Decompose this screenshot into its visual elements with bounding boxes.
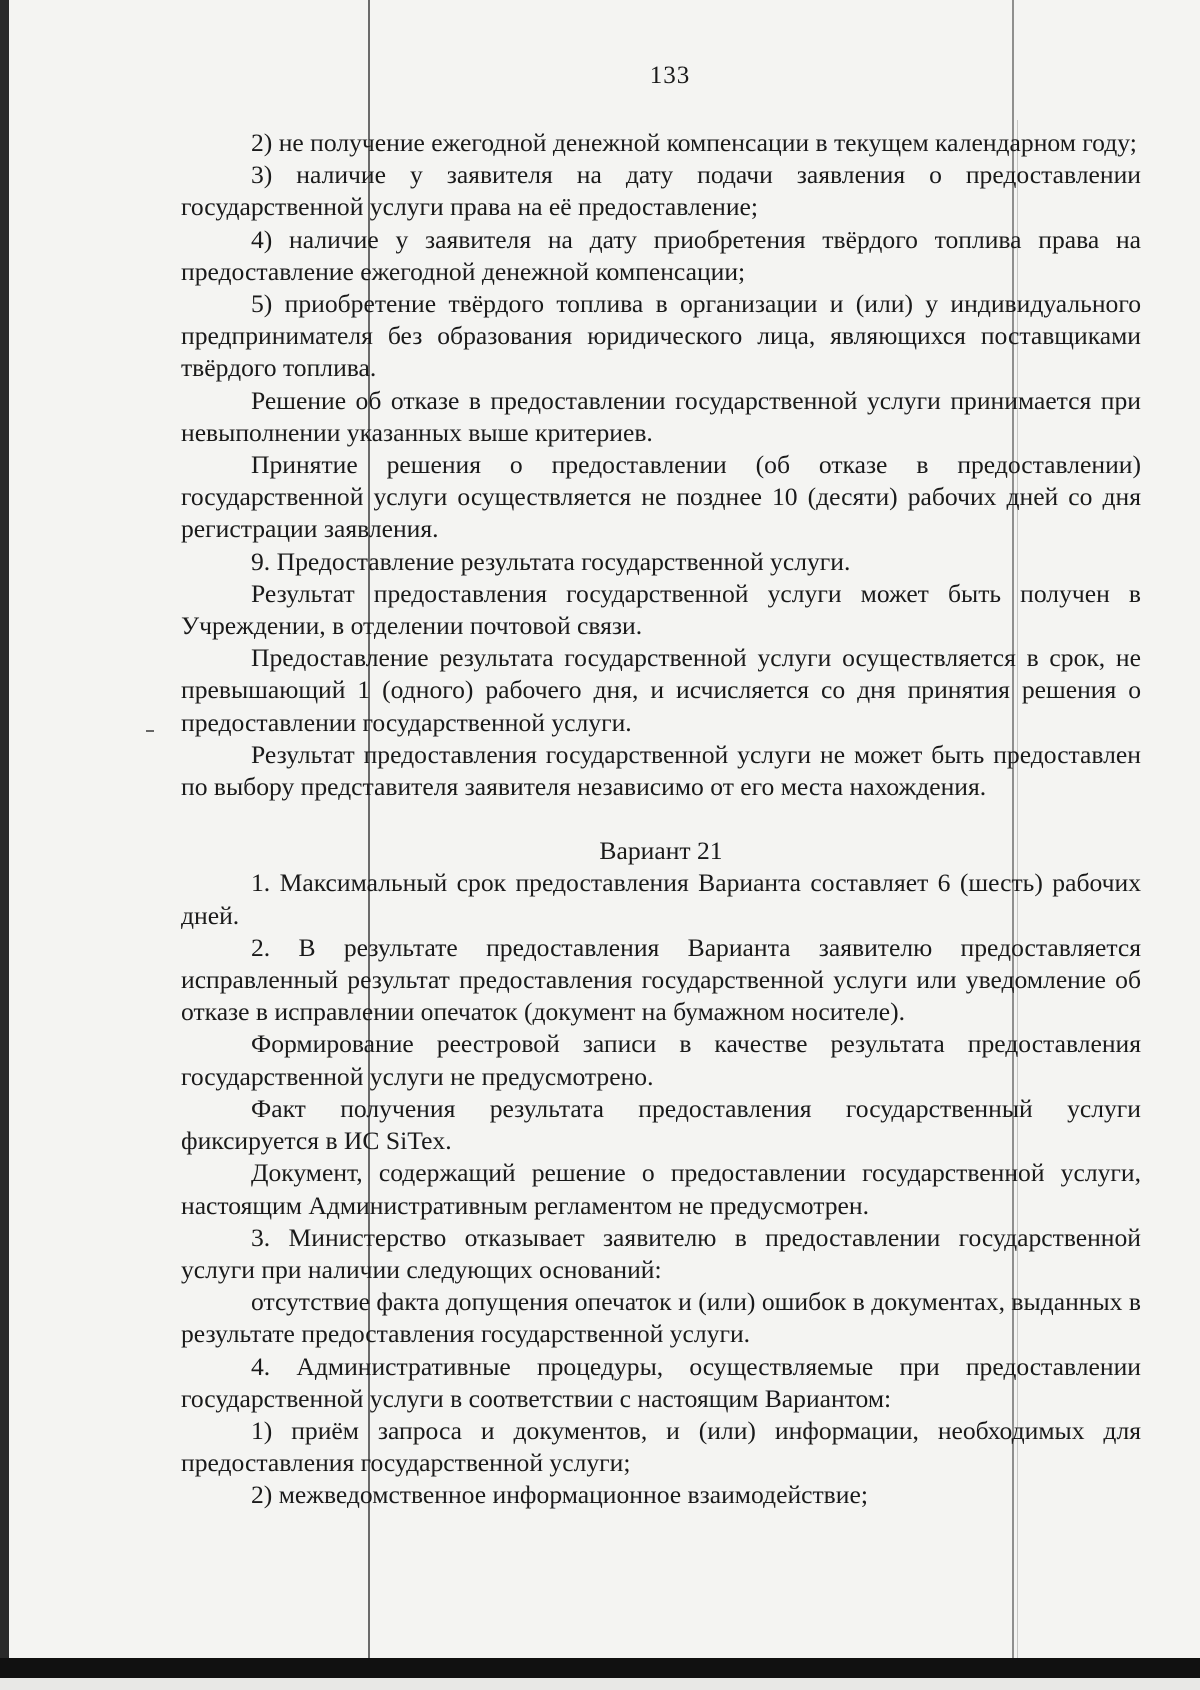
paragraph: 5) приобретение твёрдого топлива в организации и (или) у индивидуального предпринимателя без образования юридического лица, являющихся поставщиками твёрдого топлива. bbox=[181, 289, 1141, 383]
scan-margin bbox=[0, 1678, 1200, 1690]
paragraph: 3. Министерство отказывает заявителю в предоставлении государственной услуги при наличии следующих оснований: bbox=[181, 1222, 1141, 1284]
paragraph: 2) межведомственное информационное взаимодействие; bbox=[251, 1480, 868, 1510]
scan-bottom-edge bbox=[0, 1658, 1200, 1678]
paragraph: 2) не получение ежегодной денежной компенсации в текущем календарном году; bbox=[251, 128, 1137, 157]
paragraph: Результат предоставления государственной услуги не может быть предоставлен по выбору представителя заявителя независимо от его места нахождения. bbox=[181, 739, 1141, 802]
paragraph: Принятие решения о предоставлении (об отказе в предоставлении) государственной услуги осуществляется не позднее 10 (десяти) рабочих дней со дня регистрации заявления. bbox=[181, 450, 1141, 544]
paragraph: 4. Административные процедуры, осуществляемые при предоставлении государственной услуги в соответствии с настоящим Вариантом: bbox=[181, 1351, 1141, 1413]
scan-left-edge bbox=[0, 0, 9, 1670]
paragraph: Документ, содержащий решение о предоставлении государственной услуги, настоящим Административным регламентом не предусмотрен. bbox=[181, 1158, 1141, 1220]
paragraph: 9. Предоставление результата государственной услуги. bbox=[251, 546, 851, 576]
paragraph: Формирование реестровой записи в качестве результата предоставления государственной услуги не предусмотрено. bbox=[181, 1029, 1141, 1091]
page-number: 133 bbox=[649, 62, 691, 89]
paragraph: Решение об отказе в предоставлении государственной услуги принимается при невыполнении указанных выше критериев. bbox=[181, 385, 1141, 447]
paragraph: 1. Максимальный срок предоставления Варианта составляет 6 (шесть) рабочих дней. bbox=[181, 868, 1141, 930]
paragraph: Результат предоставления государственной услуги может быть получен в Учреждении, в отделении почтовой связи. bbox=[181, 578, 1141, 641]
paragraph: 4) наличие у заявителя на дату приобретения твёрдого топлива права на предоставление ежегодной денежной компенсации; bbox=[181, 224, 1141, 286]
document-body bbox=[181, 127, 1141, 1512]
paragraph: 2. В результате предоставления Варианта заявителю предоставляется исправленный результат предоставления государственной услуги или уведомление об отказе в исправлении опечаток (документ на бумажном носителе). bbox=[181, 932, 1141, 1027]
scan-speck bbox=[146, 730, 154, 732]
paragraph: Факт получения результата предоставления государственный услуги фиксируется в ИС SiTex. bbox=[181, 1093, 1141, 1156]
paragraph: Предоставление результата государственной услуги осуществляется в срок, не превышающий 1 (одного) рабочего дня, и исчисляется со дня принятия решения о предоставлении государственной услуги. bbox=[181, 643, 1141, 737]
paragraph: 3) наличие у заявителя на дату подачи заявления о предоставлении государственной услуги права на её предоставление; bbox=[181, 160, 1141, 222]
paragraph: 1) приём запроса и документов, и (или) информации, необходимых для предоставления государственной услуги; bbox=[181, 1415, 1141, 1478]
paragraph: отсутствие факта допущения опечаток и (или) ошибок в документах, выданных в результате предоставления государственной услуги. bbox=[181, 1287, 1141, 1349]
section-heading: Вариант 21 bbox=[599, 836, 723, 866]
